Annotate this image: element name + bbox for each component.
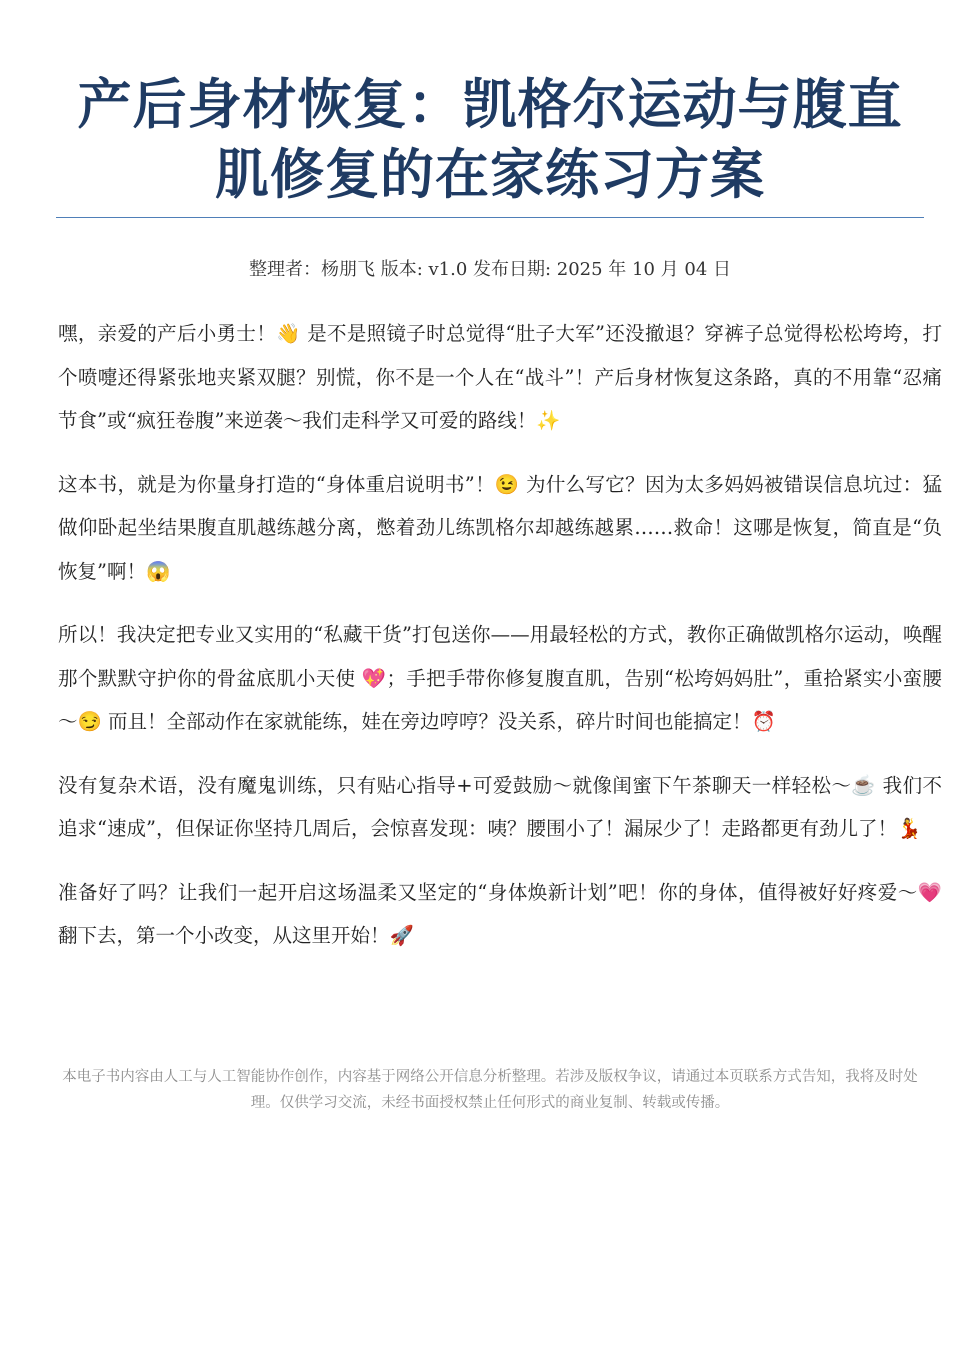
paragraph-greeting: 嘿，亲爱的产后小勇士！👋 是不是照镜子时总觉得“肚子大军”还没撤退？穿裤子总觉得松松垮垮，打个喷嚏还得紧张地夹紧双腿？别慌，你不是一个人在“战斗”！产后身材恢复这条路，真的不用靠“忍痛节食”或“疯狂卷腹”来逆袭～我们走科学又可爱的路线！✨ <box>58 322 942 432</box>
paragraph-style: 没有复杂术语，没有魔鬼训练，只有贴心指导+可爱鼓励～就像闺蜜下午茶聊天一样轻松～☕ 我们不追求“速成”，但保证你坚持几周后，会惊喜发现：咦？腰围小了！漏尿少了！走路都更有劲儿了！💃 <box>58 773 942 840</box>
intro-body <box>58 312 942 978</box>
author-version-date: 整理者：杨朋飞 版本: v1.0 发布日期: 2025 年 10 月 04 日 <box>248 259 732 280</box>
title-divider <box>56 217 924 218</box>
paragraph-what-you-get: 所以！我决定把专业又实用的“私藏干货”打包送你——用最轻松的方式，教你正确做凯格尔运动，唤醒那个默默守护你的骨盆底肌小天使 💖；手把手带你修复腹直肌，告别“松垮妈妈肚”，重拾紧实小蛮腰～😏 而且！全部动作在家就能练，娃在旁边哼哼？没关系，碎片时间也能搞定！⏰ <box>58 623 942 733</box>
copyright-notice: 本电子书内容由人工与人工智能协作创作，内容基于网络公开信息分析整理。若涉及版权争议，请通过本页联系方式告知，我将及时处理。仅供学习交流，未经书面授权禁止任何形式的商业复制、转载或传播。 <box>62 1069 918 1111</box>
paragraph-call-to-action: 准备好了吗？让我们一起开启这场温柔又坚定的“身体焕新计划”吧！你的身体，值得被好好疼爱～💗 翻下去，第一个小改变，从这里开始！🚀 <box>58 880 942 947</box>
paragraph-why-book: 这本书，就是为你量身打造的“身体重启说明书”！😉 为什么写它？因为太多妈妈被错误信息坑过：猛做仰卧起坐结果腹直肌越练越分离，憋着劲儿练凯格尔却越练越累……救命！这哪是恢复，简直是“负恢复”啊！😱 <box>58 472 942 583</box>
document-title: 产后身材恢复：凯格尔运动与腹直肌修复的在家练习方案 <box>77 73 903 206</box>
